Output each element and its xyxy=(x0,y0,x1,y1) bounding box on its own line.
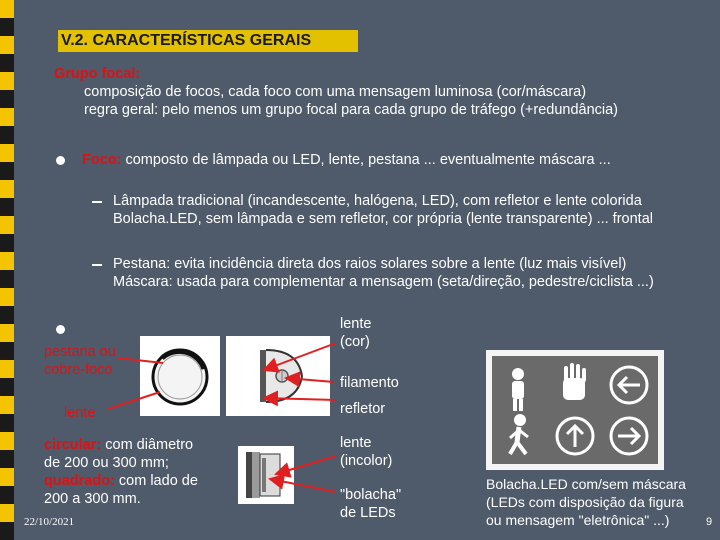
circular-line-b: de 200 ou 300 mm; xyxy=(44,455,169,471)
callout-bolacha-2: de LEDs xyxy=(340,505,396,521)
callout-bolacha-1: "bolacha" xyxy=(340,487,402,503)
pestana-label-1: pestana ou xyxy=(44,344,116,360)
quadrado-text: com lado de xyxy=(114,473,198,489)
lente-label: lente xyxy=(64,405,96,421)
circular-text: com diâmetro xyxy=(101,437,194,453)
quadrado-label: quadrado: xyxy=(44,473,115,489)
foco-label: Foco: xyxy=(82,152,122,168)
sub2-line1: Pestana: evita incidência direta dos raios solares sobre a lente (luz mais visível) xyxy=(113,256,627,272)
foco-text: composto de lâmpada ou LED, lente, pestana ... eventualmente máscara ... xyxy=(121,152,611,168)
sub2-line2: Máscara: usada para complementar a mensagem (seta/direção, pedestre/ciclista ...) xyxy=(113,274,654,290)
callout-lente-incolor-2: (incolor) xyxy=(340,453,393,469)
callout-lente-incolor-1: lente xyxy=(340,435,372,451)
footer-date: 22/10/2021 xyxy=(24,516,75,528)
quadrado-line-d: 200 a 300 mm. xyxy=(44,491,141,507)
callout-filamento: filamento xyxy=(340,375,399,391)
led-caption-line1: Bolacha.LED com/sem máscara xyxy=(486,476,686,492)
sub1-line1: Lâmpada tradicional (incandescente, halógena, LED), com refletor e lente colorida xyxy=(113,193,642,209)
led-caption-line2: (LEDs com disposição da figura xyxy=(486,494,684,510)
circular-label: circular: xyxy=(44,437,102,453)
sub1-line2: Bolacha.LED, sem lâmpada e sem refletor, cor própria (lente transparente) ... frontal xyxy=(113,211,653,227)
callout-refletor: refletor xyxy=(340,401,386,417)
page-title: V.2. CARACTERÍSTICAS GERAIS xyxy=(58,30,358,52)
callout-lente-cor-1: lente xyxy=(340,316,372,332)
led-signal-panel xyxy=(486,350,664,470)
pestana-label-2: cobre-foco xyxy=(44,362,113,378)
led-caption-line3: ou mensagem "eletrônica" ...) xyxy=(486,512,670,528)
grupo-focal-line2: regra geral: pelo menos um grupo focal para cada grupo de tráfego (+redundância) xyxy=(84,102,619,118)
grupo-focal-heading: Grupo focal: xyxy=(54,66,141,82)
page-number: 9 xyxy=(706,516,713,528)
grupo-focal-line1: composição de focos, cada foco com uma mensagem luminosa (cor/máscara) xyxy=(84,84,587,100)
callout-lente-cor-2: (cor) xyxy=(340,334,370,350)
